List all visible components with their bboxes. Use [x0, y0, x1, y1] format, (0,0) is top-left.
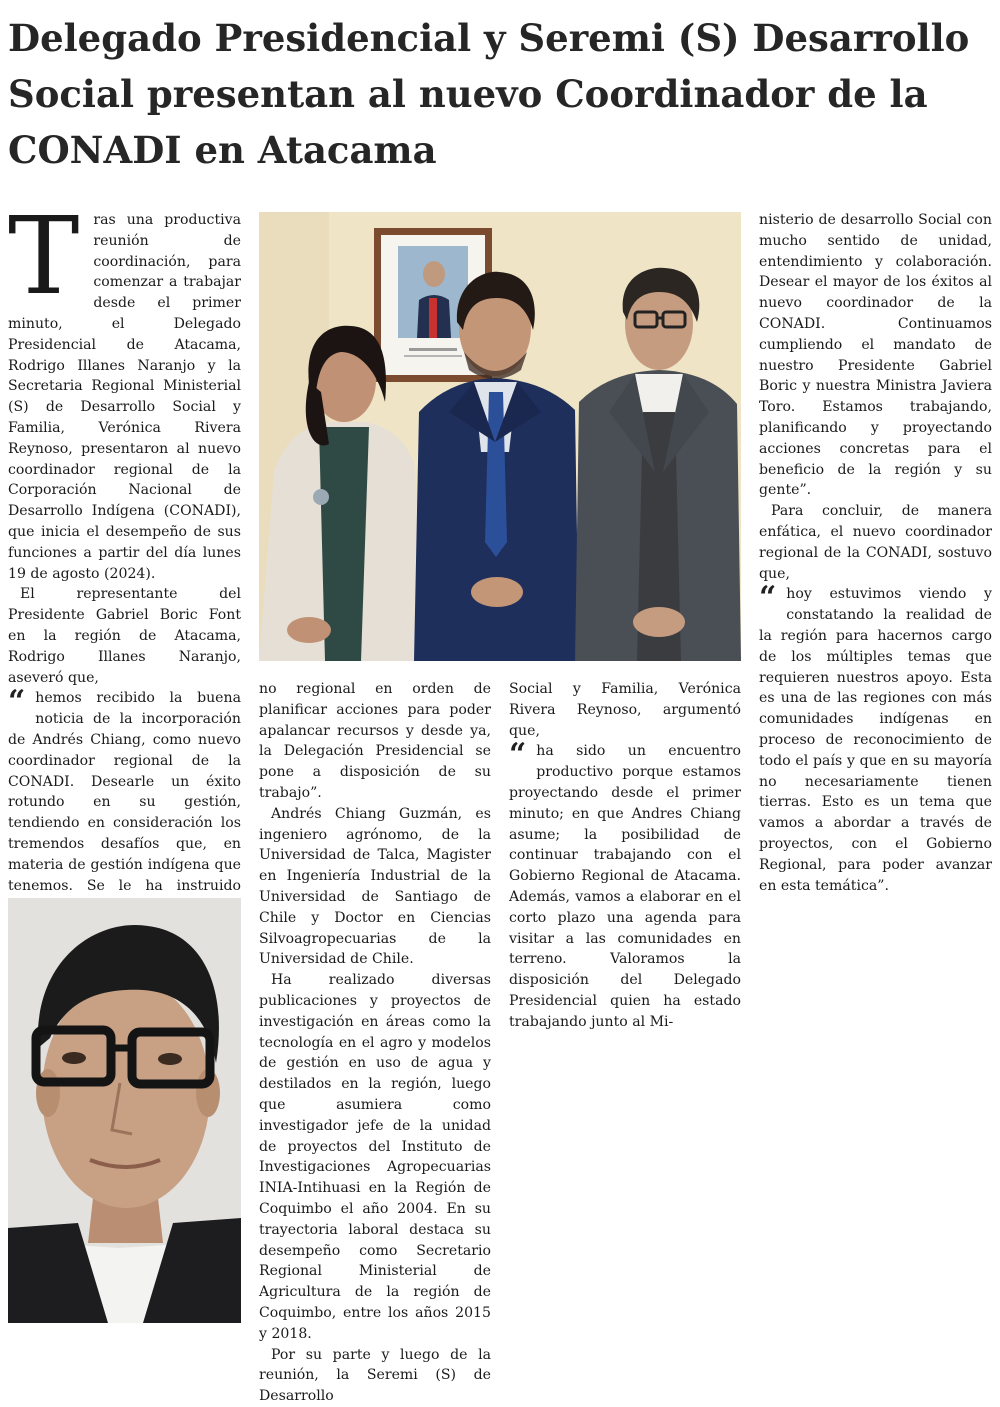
- paragraph: El representante del Presidente Gabriel Boric Font en la región de Atacama, Rodrigo Illanes Naranjo, aseveró que,: [8, 586, 241, 686]
- article-column-3: [509, 679, 741, 1033]
- article-column-1: [8, 195, 241, 917]
- paragraph: no regional en orden de planificar acciones para poder apalancar recursos y desde ya, la Delegación Presidencial se pone a disposición de su trabajo”.: [259, 681, 491, 801]
- quote-icon: “: [759, 580, 777, 616]
- paragraph: Para concluir, de manera enfática, el nuevo coordinador regional de la CONADI, sostuvo que,: [759, 503, 992, 582]
- portrait-photo: [8, 898, 241, 1323]
- article-column-2: [259, 679, 491, 1407]
- paragraph: Ha realizado diversas publicaciones y proyectos de investigación en áreas como la tecnología en el agro y modelos de gestión en uso de agua y destilados en la región, luego que asumiera como investigador jefe de la unidad de proyectos del Instituto de Investigaciones Agropecuarias INIA-Intihuasi en la Región de Coquimbo el año 2004. En su trayectoria laboral destaca su desempeño como Secretario Regional Ministerial de Agricultura de la región de Coquimbo, entre los años 2015 y 2018.: [259, 972, 491, 1342]
- portrait-photo-illustration: [8, 898, 241, 1323]
- group-photo: [259, 212, 741, 661]
- quote-text: hemos recibido la buena noticia de la incorporación de Andrés Chiang, como nuevo coordinador regional de la CONADI. Desearle un éxito rotundo en su gestión, tendiendo en consideración los tremendos desafíos que, en materia de gestión indígena que tenemos. Se le ha instruido: [8, 690, 241, 894]
- group-photo-illustration: [259, 212, 741, 661]
- quote-paragraph: [759, 580, 992, 896]
- article-column-4: [759, 210, 992, 896]
- paragraph: Social y Familia, Verónica Rivera Reynoso, argumentó que,: [509, 681, 741, 739]
- quote-icon: “: [8, 684, 26, 720]
- quote-text: ha sido un encuentro productivo porque estamos proyectando desde el primer minuto; en que Andres Chiang asume; la posibilidad de continuar trabajando con el Gobierno Regional de Atacama. Además, vamos a elaborar en el corto plazo una agenda para visitar a las comunidades en terreno. Valoramos la disposición del Delegado Presidencial quien ha estado trabajando junto al Mi-: [509, 743, 741, 1030]
- quote-paragraph: [509, 737, 741, 1032]
- quote-text: hoy estuvimos viendo y constatando la realidad de la región para hacernos cargo de los múltiples temas que requieren nuestros apoyo. Esta es una de las regiones con más comunidades indígenas en proceso de reconocimiento de todo el país y que en su mayoría no necesariamente tienen tierras. Esto es un tema que vamos a abordar a través de proyectos, con el Gobierno Regional, para poder avanzar en esta temática”.: [759, 586, 992, 894]
- paragraph-intro-text: ras una productiva reunión de coordinación, para comenzar a trabajar desde el primer minuto, el Delegado Presidencial de Atacama, Rodrigo Illanes Naranjo y la Secretaria Regional Ministerial (S) de Desarrollo Social y Familia, Verónica Rivera Reynoso, presentaron al nuevo coordinador regional de la Corporación Nacional de Desarrollo Indígena (CONADI), que inicia el desempeño de sus funciones a partir del día lunes 19 de agosto (2024).: [8, 212, 241, 582]
- paragraph: Andrés Chiang Guzmán, es ingeniero agrónomo, de la Universidad de Talca, Magister en Ingeniería Industrial de la Universidad de Santiago de Chile y Doctor en Ciencias Silvoagropecuarias de la Universidad de Chile.: [259, 805, 491, 968]
- paragraph: Por su parte y luego de la reunión, la Seremi (S) de Desarrollo: [259, 1346, 491, 1405]
- paragraph: nisterio de desarrollo Social con mucho sentido de unidad, entendimiento y colaboración. Desear el mayor de los éxitos al nuevo coordinador de la CONADI. Continuamos cumpliendo el mandato de nuestro Presidente Gabriel Boric y nuestra Ministra Javiera Toro. Estamos trabajando, planificando y proyectando acciones concretas para el beneficio de la región y su gente”.: [759, 212, 992, 499]
- quote-paragraph: [8, 684, 241, 917]
- quote-icon: “: [509, 737, 527, 773]
- drop-cap: T: [8, 195, 80, 319]
- paragraph-intro: [8, 195, 241, 584]
- headline: Delegado Presidencial y Seremi (S) Desarrollo Social presentan al nuevo Coordinador de la CONADI en Atacama: [8, 16, 970, 172]
